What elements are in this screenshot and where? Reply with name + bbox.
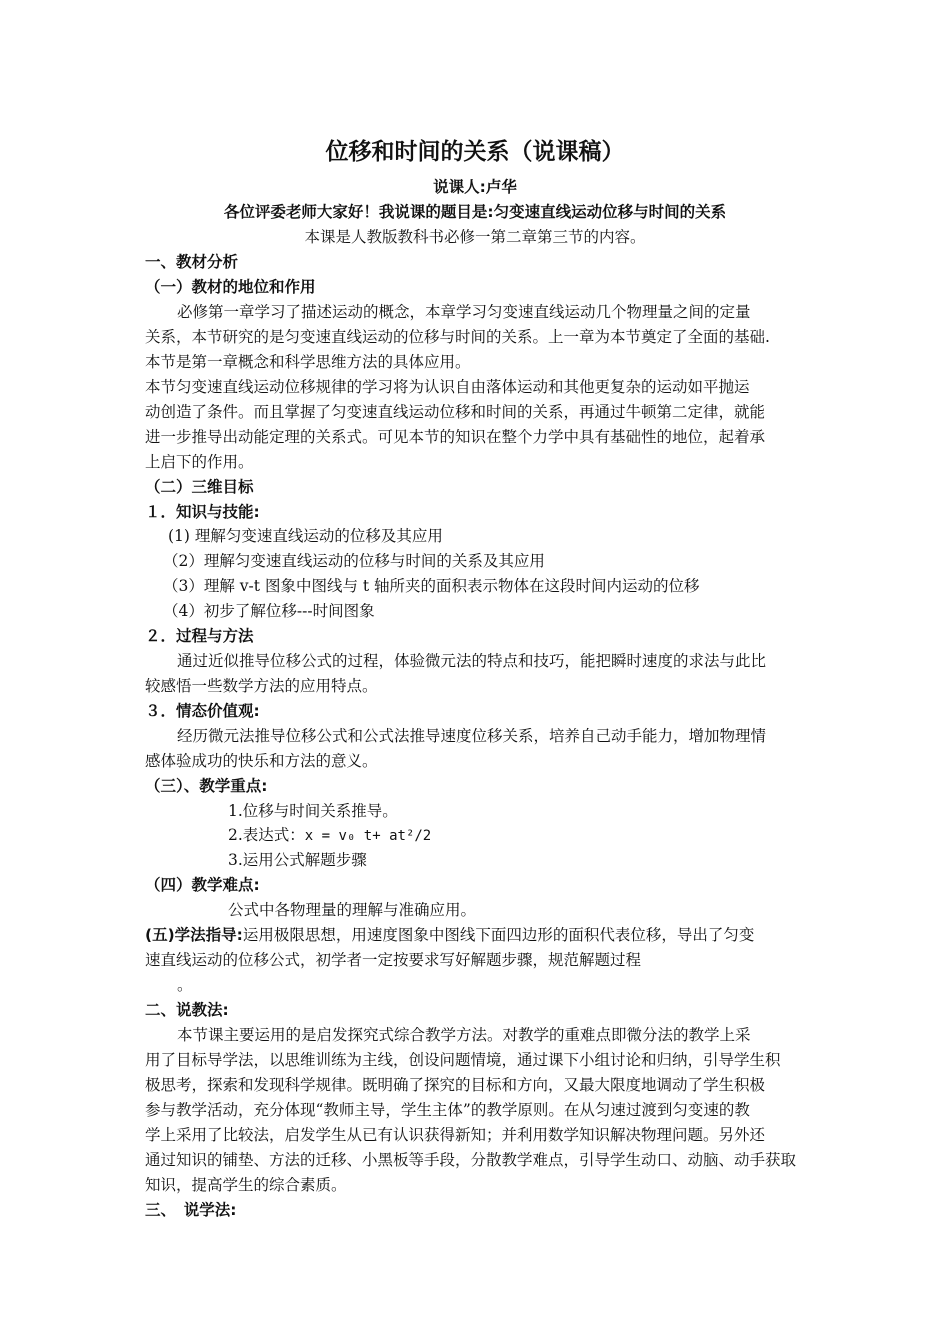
- greeting: 各位评委老师大家好！我说课的题目是:匀变速直线运动位移与时间的关系: [223, 203, 727, 221]
- goal-item: （2）理解匀变速直线运动的位移与时间的关系及其应用: [163, 552, 545, 570]
- paragraph-line: 参与教学活动，充分体现“教师主导，学生主体”的教学原则。在从匀速过渡到匀变速的教: [145, 1101, 750, 1119]
- section-1-heading: 一、教材分析: [145, 253, 239, 271]
- paragraph-line: 本节是第一章概念和科学思维方法的具体应用。: [145, 353, 471, 371]
- difficulty-text: 公式中各物理量的理解与准确应用。: [228, 901, 477, 919]
- key-point-item: 3.运用公式解题步骤: [228, 851, 367, 869]
- paragraph-line: 本节匀变速直线运动位移规律的学习将为认识自由落体运动和其他更复杂的运动如平抛运: [145, 378, 750, 396]
- speaker: 说课人:卢华: [433, 178, 517, 196]
- section-1-4-heading: （四）教学难点:: [145, 876, 260, 894]
- section-3-heading: 三、 说学法:: [145, 1201, 237, 1219]
- goal-2-heading: ２．过程与方法: [145, 627, 254, 645]
- key-point-item: 1.位移与时间关系推导。: [228, 802, 398, 820]
- paragraph-line: 经历微元法推导位移公式和公式法推导速度位移关系，培养自己动手能力，增加物理情: [177, 727, 767, 745]
- section-1-5-heading: (五)学法指导:: [145, 926, 243, 944]
- paragraph-line: 关系，本节研究的是匀变速直线运动的位移与时间的关系。上一章为本节奠定了全面的基础.: [145, 328, 770, 346]
- paragraph-line: 速直线运动的位移公式，初学者一定按要求写好解题步骤，规范解题过程: [145, 951, 642, 969]
- paragraph-line: 用了目标导学法，以思维训练为主线，创设问题情境，通过课下小组讨论和归纳，引导学生积: [145, 1051, 781, 1069]
- paragraph-line: 必修第一章学习了描述运动的概念，本章学习匀变速直线运动几个物理量之间的定量: [177, 303, 751, 321]
- paragraph-line: 进一步推导出动能定理的关系式。可见本节的知识在整个力学中具有基础性的地位，起着承: [145, 428, 766, 446]
- paragraph-line: 本节课主要运用的是启发探究式综合教学方法。对教学的重难点即微分法的教学上采: [177, 1026, 751, 1044]
- goal-1-heading: １．知识与技能:: [145, 503, 260, 521]
- paragraph-line: 极思考，探索和发现科学规律。既明确了探究的目标和方向，又最大限度地调动了学生积极: [145, 1076, 766, 1094]
- study-guide-line: [145, 923, 754, 947]
- paragraph-line: 知识，提高学生的综合素质。: [145, 1176, 347, 1194]
- goal-item: （3）理解 v-t 图象中图线与 t 轴所夹的面积表示物体在这段时间内运动的位移: [163, 577, 700, 595]
- paragraph-line: 感体验成功的快乐和方法的意义。: [145, 752, 378, 770]
- paragraph-line: 上启下的作用。: [145, 453, 254, 471]
- paragraph-line: 较感悟一些数学方法的应用特点。: [145, 677, 378, 695]
- key-point-label: 2.表达式：: [228, 826, 305, 844]
- paragraph-line: 动创造了条件。而且掌握了匀变速直线运动位移和时间的关系，再通过牛顿第二定律，就能: [145, 403, 766, 421]
- paragraph-line: 学上采用了比较法，启发学生从已有认识获得新知；并利用数学知识解决物理问题。另外还: [145, 1126, 766, 1144]
- intro: 本课是人教版教科书必修一第二章第三节的内容。: [304, 228, 646, 246]
- section-1-1-heading: （一）教材的地位和作用: [145, 278, 316, 296]
- paragraph-line: 通过知识的铺垫、方法的迁移、小黑板等手段，分散教学难点，引导学生动口、动脑、动手获取: [145, 1151, 797, 1169]
- section-2-heading: 二、说教法:: [145, 1001, 229, 1019]
- study-guide-text: 运用极限思想，用速度图象中图线下面四边形的面积代表位移，导出了匀变: [242, 926, 755, 944]
- goal-item: (1) 理解匀变速直线运动的位移及其应用: [168, 527, 443, 545]
- paragraph-line: 通过近似推导位移公式的过程，体验微元法的特点和技巧，能把瞬时速度的求法与此比: [177, 652, 767, 670]
- section-1-2-heading: （二）三维目标: [145, 478, 254, 496]
- paragraph-line: 。: [177, 976, 193, 994]
- goal-3-heading: ３．情态价值观:: [145, 702, 260, 720]
- formula: x = v₀ t+ at²/2: [304, 828, 432, 844]
- key-point-item: [228, 823, 431, 848]
- section-1-3-heading: （三）、教学重点:: [145, 777, 268, 795]
- doc-title: 位移和时间的关系（说课稿）: [325, 139, 625, 165]
- goal-item: （4）初步了解位移---时间图象: [163, 602, 375, 620]
